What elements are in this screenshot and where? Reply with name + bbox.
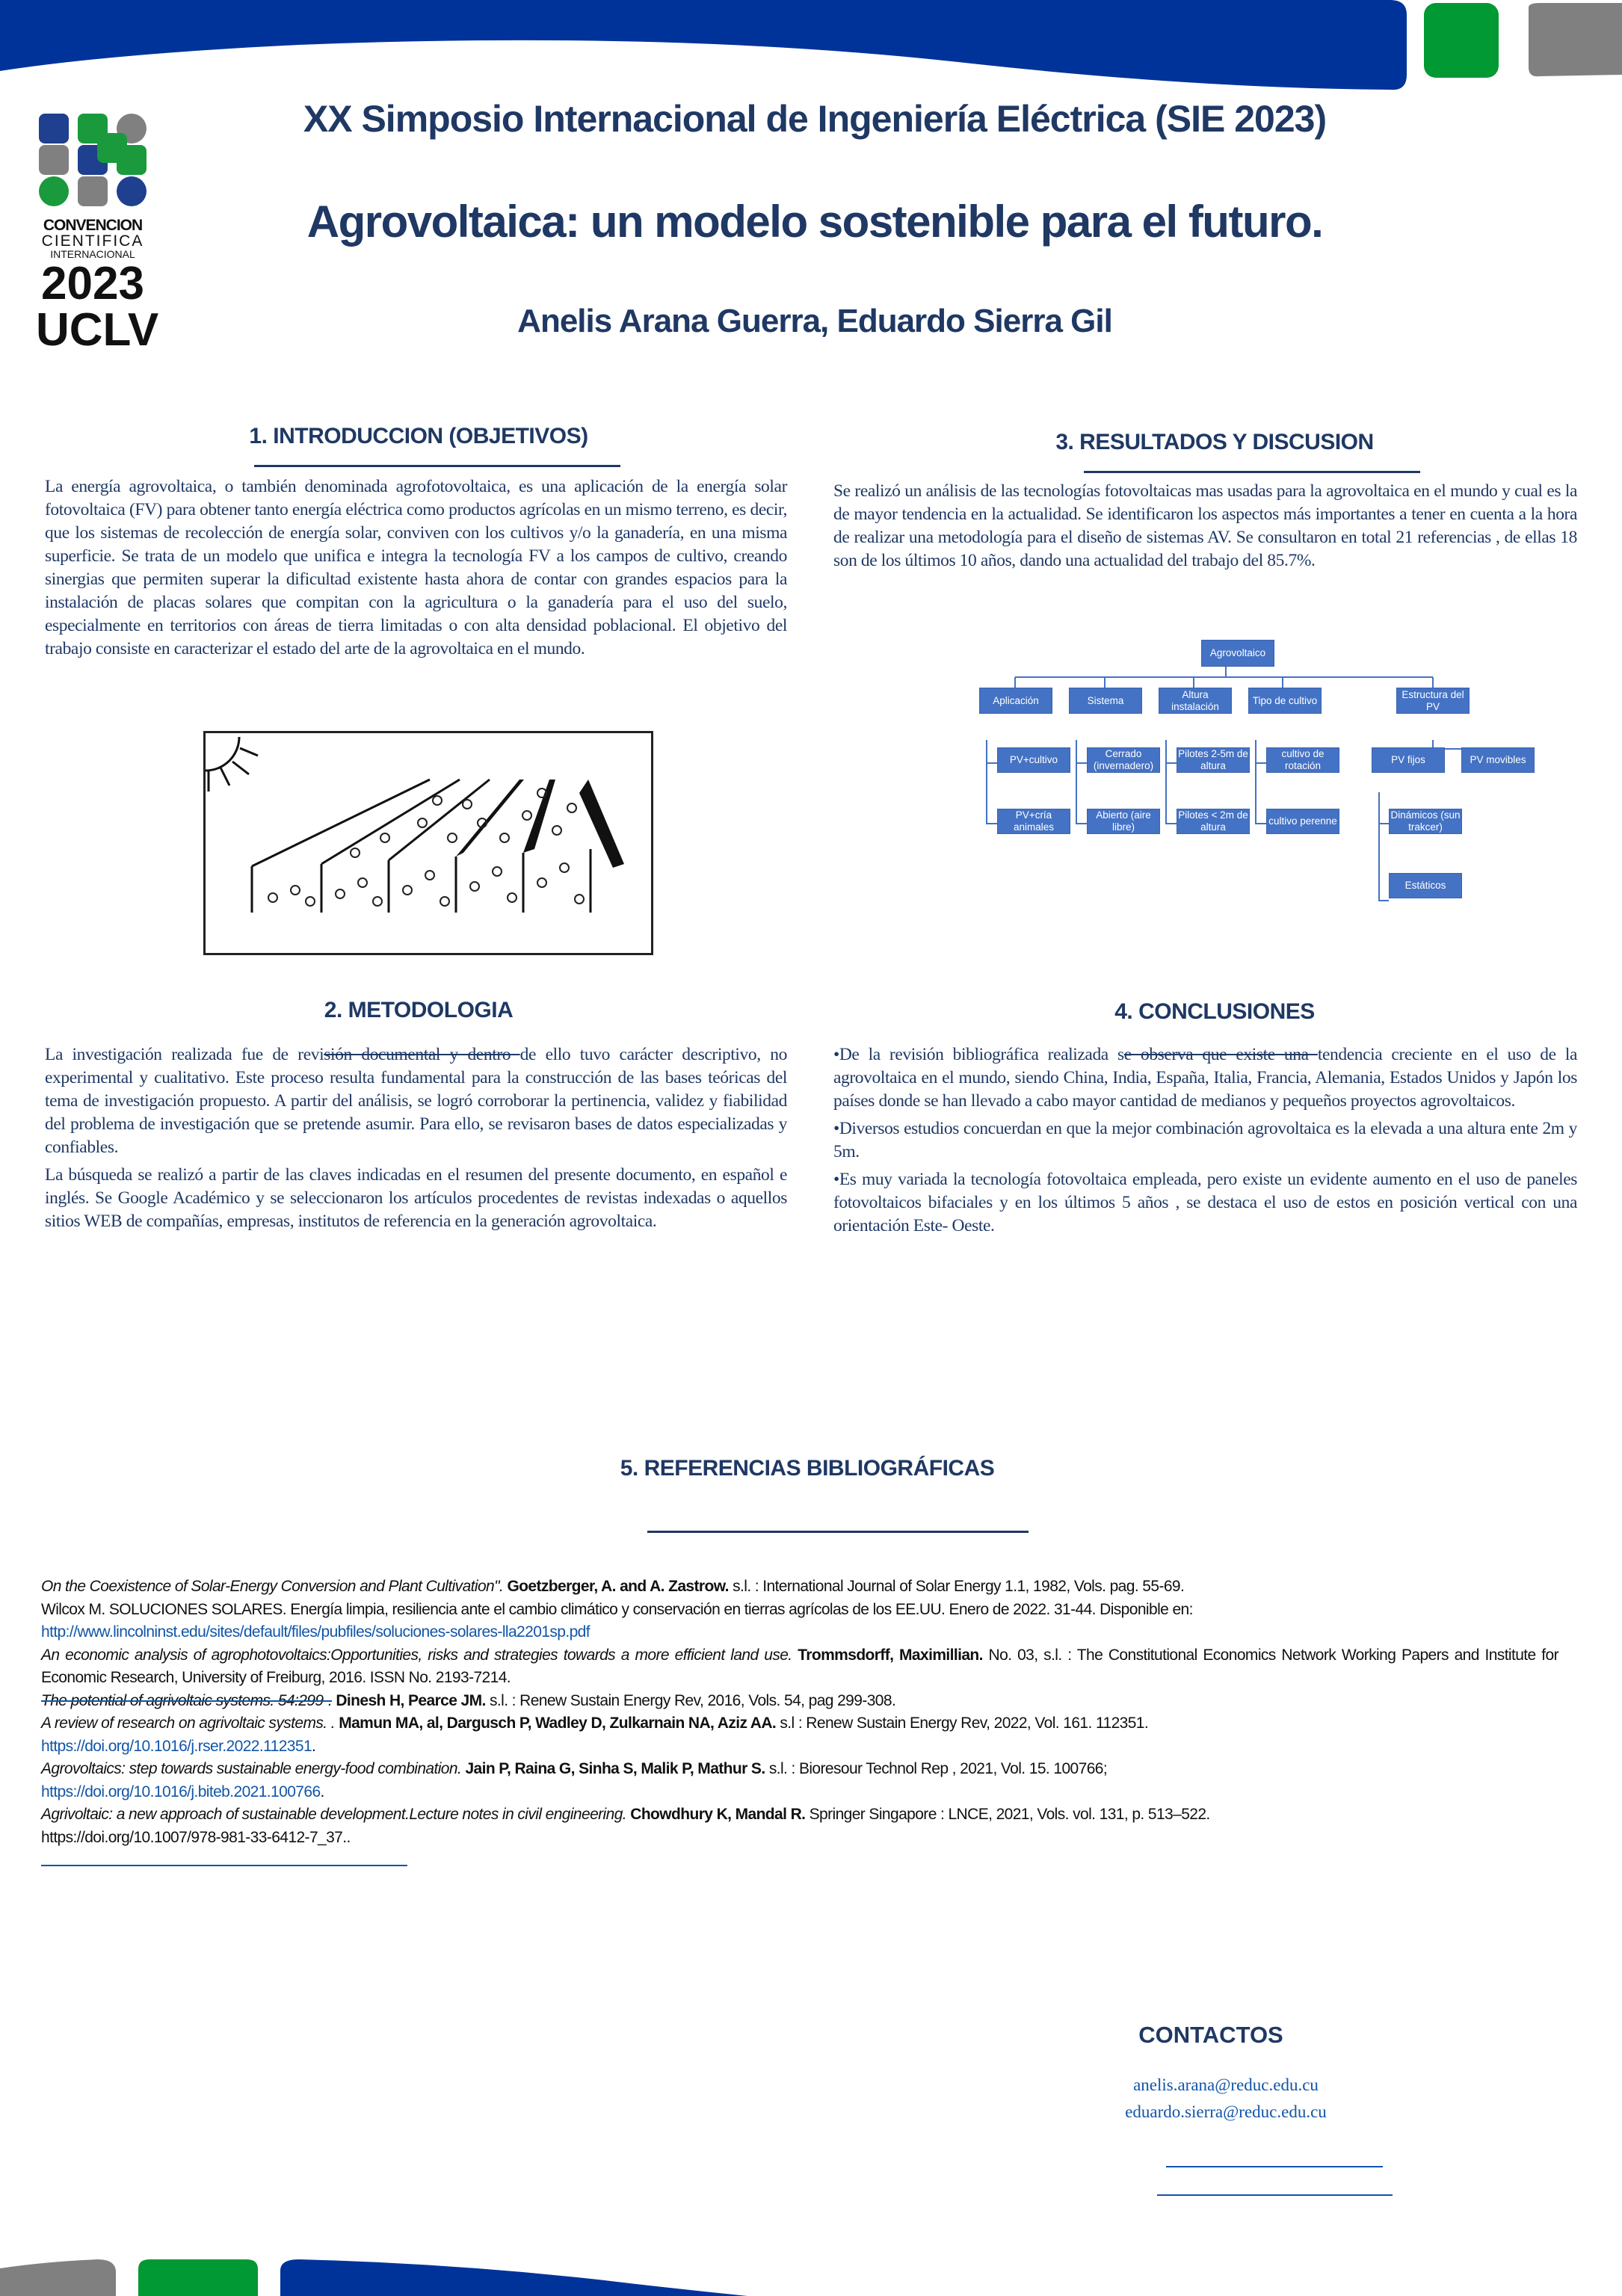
section-title-intro: 1. INTRODUCCION (OBJETIVOS) xyxy=(249,424,588,448)
ref-authors: Mamun MA, al, Dargusch P, Wadley D, Zulkarnain NA, Aziz AA. xyxy=(334,1715,777,1732)
diagram-node-cerrado: Cerrado (invernadero) xyxy=(1087,747,1160,773)
methodology-p1-after: de ello tuvo carácter descriptivo, no experimental y cualitativo. Este proceso resulta fundamental para la construcción de las bases teóricas del tema de investigación propuesto. A partir del análisis, se logró corroborar la pertinencia, validez y fiabilidad del problema de investigación que se pretende asumir. Para ello, se revisaron bases de datos especializadas y confiables. xyxy=(45,1045,787,1157)
ref-source: s.l. : Bioresour Technol Rep , 2021, Vol. 15. 100766; xyxy=(765,1760,1108,1777)
ref-link[interactable]: https://doi.org/10.1016/j.biteb.2021.100766 xyxy=(41,1783,321,1800)
agrivoltaic-illustration xyxy=(203,731,653,955)
ref-authors: Chowdhury K, Mandal R. xyxy=(626,1806,806,1823)
diagram-node-abierto: Abierto (aire libre) xyxy=(1087,809,1160,834)
logo-line-2: CIENTIFICA xyxy=(41,232,144,250)
ref-title: The potential of agrivoltaic systems. 54:299-. xyxy=(41,1691,333,1709)
section-title-methodology: 2. METODOLOGIA xyxy=(324,998,514,1022)
agrovoltaic-classification-diagram xyxy=(972,628,1526,904)
section-title-references: 5. REFERENCIAS BIBLIOGRÁFICAS xyxy=(620,1456,995,1481)
diagram-node-altura: Altura instalación xyxy=(1159,688,1232,714)
ref-source: No. 03, s.l. : The Constitutional Economics Network Working Papers and Institute for Economic Research, University of Freiburg, 2016. ISSN No. 2193-7214. xyxy=(41,1646,1558,1686)
ref-link-suffix: . xyxy=(312,1737,316,1755)
diagram-node-pilotes-2m: Pilotes < 2m de altura xyxy=(1177,809,1250,834)
ref-authors: Dinesh H, Pearce JM. xyxy=(332,1691,486,1709)
diagram-node-aplicacion: Aplicación xyxy=(979,688,1052,714)
methodology-p1-before: La investigación realizada fue de revi xyxy=(45,1045,324,1064)
ref-source: Wilcox M. SOLUCIONES SOLARES. Energía limpia, resiliencia ante el cambio climático y conservación en tierras agrícolas de los EE.UU. Enero de 2022. 31-44. Disponible en: xyxy=(41,1600,1193,1618)
reference-item xyxy=(41,1599,1558,1644)
diagram-node-pv-cultivo: PV+cultivo xyxy=(997,747,1070,773)
diagram-node-dinamicos: Dinámicos (sun trakcer) xyxy=(1389,809,1462,834)
ref-authors: Trommsdorff, Maximillian. xyxy=(792,1646,983,1664)
solar-panels-crops-icon xyxy=(206,733,651,953)
top-banner xyxy=(0,0,1622,97)
diagram-node-sistema: Sistema xyxy=(1069,688,1142,714)
ref-title: A review of research on agrivoltaic systems. . xyxy=(41,1715,335,1732)
reference-item xyxy=(41,1803,1558,1849)
email-link-eduardo[interactable]: eduardo.sierra@reduc.edu.cu xyxy=(1125,2102,1327,2121)
section-rule-results xyxy=(1084,471,1420,473)
ref-doi: https://doi.org/10.1007/978-981-33-6412-7_37.. xyxy=(41,1828,351,1846)
conclusion-bullet-1 xyxy=(833,1043,1577,1113)
section-rule-references xyxy=(647,1531,1029,1533)
ref-source: s.l. : Renew Sustain Energy Rev, 2016, Vols. 54, pag 299-308. xyxy=(485,1691,896,1709)
intro-text: La energía agrovoltaica, o también denominada agrofotovoltaica, es una aplicación de la energía solar fotovoltaica (FV) para obtener tanto energía eléctrica como productos agrícolas en un mismo terreno, es decir, que los sistemas de recolección de energía solar, conviven con los cultivos y/o la ganadería, en una misma superficie. Se trata de un modelo que unifica e integra la tecnología FV a los campos de cultivo, creando sinergias que permiten superar la dificultad existente hasta ahora de contar con grandes espacios para la instalación de placas solares que compitan con la agricultura o la ganadería para el uso del suelo, especialmente en territorios con áreas de tierra limitadas o con alta densidad poblacional. El objetivo del trabajo consiste en caracterizar el estado del arte de la agrovoltaica en el mundo. xyxy=(45,477,787,658)
diagram-node-pv-movibles: PV movibles xyxy=(1461,747,1535,773)
ref-source: s.l. : International Journal of Solar Energy 1.1, 1982, Vols. pag. 55-69. xyxy=(728,1578,1185,1595)
reference-item xyxy=(41,1576,1558,1599)
ref-authors: Goetzberger, A. and A. Zastrow. xyxy=(503,1578,729,1595)
conclusion-bullet-3: •Es muy variada la tecnología fotovoltaica empleada, pero existe un evidente aumento en el uso de paneles fotovoltaicos bifaciales y en los últimos 5 años , se destaca el uso de estos en posición vertical con una orientación Este- Oeste. xyxy=(833,1170,1577,1235)
reference-item xyxy=(41,1690,1558,1713)
ref-link[interactable]: http://www.lincolninst.edu/sites/default/files/pubfiles/soluciones-solares-lla2201sp.pdf xyxy=(41,1623,590,1641)
methodology-text xyxy=(45,1043,787,1238)
conclusion-b1-struck: e observa que existe una xyxy=(1123,1045,1318,1064)
logo-mark-icon xyxy=(36,111,149,208)
ref-title: Agrivoltaic: a new approach of sustainable development.Lecture notes in civil engineering. xyxy=(41,1806,627,1823)
ref-title: On the Coexistence of Solar-Energy Conversion and Plant Cultivation". xyxy=(41,1578,504,1595)
ref-title: An economic analysis of agrophotovoltaics:Opportunities, risks and strategies towards a more efficient land use. xyxy=(41,1646,792,1664)
contacts-title: CONTACTOS xyxy=(1138,2022,1283,2048)
ref-link-suffix: . xyxy=(320,1783,324,1800)
ref-authors: Jain P, Raina G, Sinha S, Malik P, Mathur S. xyxy=(461,1760,765,1777)
diagram-node-estructura: Estructura del PV xyxy=(1396,688,1470,714)
logo-line-1: CONVENCION xyxy=(43,217,143,234)
diagram-node-root: Agrovoltaico xyxy=(1201,640,1274,667)
conference-title: XX Simposio Internacional de Ingeniería Eléctrica (SIE 2023) xyxy=(303,98,1327,140)
bottom-banner xyxy=(0,2257,1622,2296)
logo-org: UCLV xyxy=(36,304,159,356)
ref-source: Springer Singapore : LNCE, 2021, Vols. vol. 131, p. 513–522. xyxy=(805,1806,1210,1823)
diagram-node-pv-fijos: PV fijos xyxy=(1372,747,1445,773)
contacts-rule-1 xyxy=(1166,2166,1383,2167)
logo-line-3: INTERNACIONAL xyxy=(50,248,135,260)
methodology-paragraph-2: La búsqueda se realizó a partir de las claves indicadas en el resumen del presente documento, en español e inglés. Se Google Académico y se seleccionaron los artículos procedentes de revistas indexadas o aquellos sitios WEB de compañías, empresas, institutos de referencia en la generación agrovoltaica. xyxy=(45,1165,787,1231)
contacts-rule-2 xyxy=(1157,2194,1393,2196)
diagram-node-pilotes-2-5m: Pilotes 2-5m de altura xyxy=(1177,747,1250,773)
reference-item xyxy=(41,1712,1558,1758)
reference-item xyxy=(41,1644,1558,1690)
ref-link[interactable]: https://doi.org/10.1016/j.rser.2022.112351 xyxy=(41,1737,312,1755)
authors: Anelis Arana Guerra, Eduardo Sierra Gil xyxy=(517,303,1112,339)
email-link-anelis[interactable]: anelis.arana@reduc.edu.cu xyxy=(1133,2076,1319,2094)
references-end-rule xyxy=(41,1865,407,1866)
diagram-node-estaticos: Estáticos xyxy=(1389,873,1462,898)
diagram-node-perenne: cultivo perenne xyxy=(1266,809,1339,834)
diagram-node-rotacion: cultivo de rotación xyxy=(1266,747,1339,773)
diagram-node-tipo-cultivo: Tipo de cultivo xyxy=(1248,688,1322,714)
methodology-paragraph-1 xyxy=(45,1043,787,1159)
section-title-conclusions: 4. CONCLUSIONES xyxy=(1114,999,1315,1024)
methodology-p1-struck: sión documental y dentro xyxy=(324,1045,520,1064)
section-title-results: 3. RESULTADOS Y DISCUSION xyxy=(1055,430,1374,454)
reference-item xyxy=(41,1758,1558,1803)
diagram-node-pv-cria: PV+cría animales xyxy=(997,809,1070,834)
logo-year: 2023 xyxy=(41,258,144,309)
results-text: Se realizó un análisis de las tecnologías fotovoltaicas mas usadas para la agrovoltaica en el mundo y cual es la de mayor tendencia en la actualidad. Se identificaron los aspectos más importantes a tener en cuenta a la hora de realizar una metodología para el diseño de sistemas AV. Se consultaron en total 21 referencias , de ellas 18 son de los últimos 10 años, dando una actualidad del trabajo del 85.7%. xyxy=(833,481,1577,570)
conclusions-text xyxy=(833,1043,1577,1242)
references-list xyxy=(41,1576,1558,1849)
conclusion-b1-before: •De la revisión bibliográfica realizada s xyxy=(833,1045,1124,1064)
section-rule-intro xyxy=(254,465,620,467)
ref-source: s.l : Renew Sustain Energy Rev, 2022, Vol. 161. 112351. xyxy=(776,1715,1149,1732)
conference-logo xyxy=(36,111,159,357)
poster-title: Agrovoltaica: un modelo sostenible para el futuro. xyxy=(306,197,1323,247)
ref-title: Agrovoltaics: step towards sustainable energy-food combination. xyxy=(41,1760,462,1777)
conclusion-b1-after: tendencia creciente en el uso de la agrovoltaica en el mundo, siendo China, India, España, Italia, Francia, Alemania, Estados Unidos y Japón los países donde se han llevado a cabo mayor cantidad de medianos y pequeños proyectos agrovoltaicos. xyxy=(833,1045,1578,1111)
conclusion-bullet-2: •Diversos estudios concuerdan en que la mejor combinación agrovoltaica es la elevada a una altura ente 2m y 5m. xyxy=(833,1119,1577,1161)
